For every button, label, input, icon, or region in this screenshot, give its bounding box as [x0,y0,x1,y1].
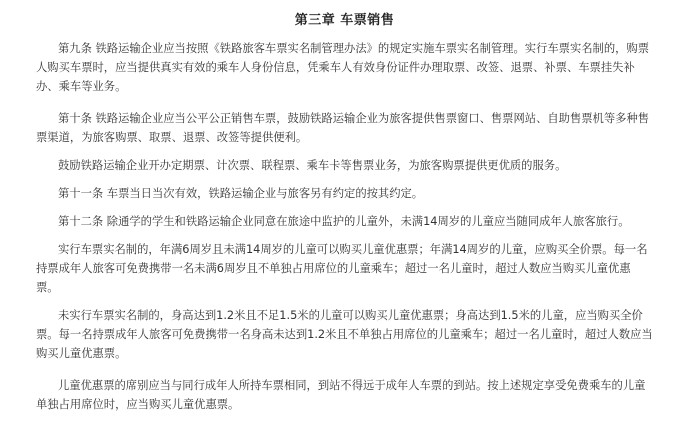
spacer [36,147,653,156]
spacer [36,30,653,39]
spacer [36,175,653,184]
spacer [36,231,653,240]
paragraph-encourage-tickets: 鼓励铁路运输企业开办定期票、计次票、联程票、乘车卡等售票业务，为旅客购票提供更优质的服务。 [58,159,567,172]
paragraph-non-real-name-children: 未实行车票实名制的，身高达到1.2米且不足1.5米的儿童可以购买儿童优惠票；身高达到1.5米的儿童，应当购买全价票。每一名持票成年人旅客可免费携带一名身高未达到1.2米且不单独占用席位的儿童乘车；超过一名儿童时，超过人数应当购买儿童优惠票。 [36,309,653,360]
paragraph-child-ticket-seat: 儿童优惠票的席别应当与同行成年人所持车票相同，到站不得远于成年人车票的到站。按上述规定享受免费乘车的儿童单独占用席位时，应当购买儿童优惠票。 [36,379,646,411]
paragraph-article-12: 第十二条 除通学的学生和铁路运输企业同意在旅途中监护的儿童外，未满14周岁的儿童应当随同成年人旅客旅行。 [58,215,630,228]
chapter-title: 第三章 车票销售 [294,13,395,28]
paragraph-article-10: 第十条 铁路运输企业应当公平公正销售车票，鼓励铁路运输企业为旅客提供售票窗口、售票网站、自助售票机等多种售票渠道，为旅客购票、取票、退票、改签等提供便利。 [36,112,650,144]
paragraph-article-9: 第九条 铁路运输企业应当按照《铁路旅客车票实名制管理办法》的规定实施车票实名制管理。实行车票实名制的，购票人购买车票时，应当提供真实有效的乘车人身份信息，凭乘车人有效身份证件办理取票、改签、退票、补票、车票挂失补办、乘车等业务。 [36,42,650,93]
spacer [36,363,653,376]
paragraph-real-name-children: 实行车票实名制的，年满6周岁且未满14周岁的儿童可以购买儿童优惠票；年满14周岁的儿童，应购买全价票。每一名持票成年人旅客可免费携带一名未满6周岁且不单独占用席位的儿童乘车；超过一名儿童时，超过人数应当购买儿童优惠票。 [36,243,648,294]
paragraph-article-11: 第十一条 车票当日当次有效，铁路运输企业与旅客另有约定的按其约定。 [58,187,424,200]
spacer [36,203,653,212]
spacer [36,297,653,306]
spacer [36,96,653,109]
